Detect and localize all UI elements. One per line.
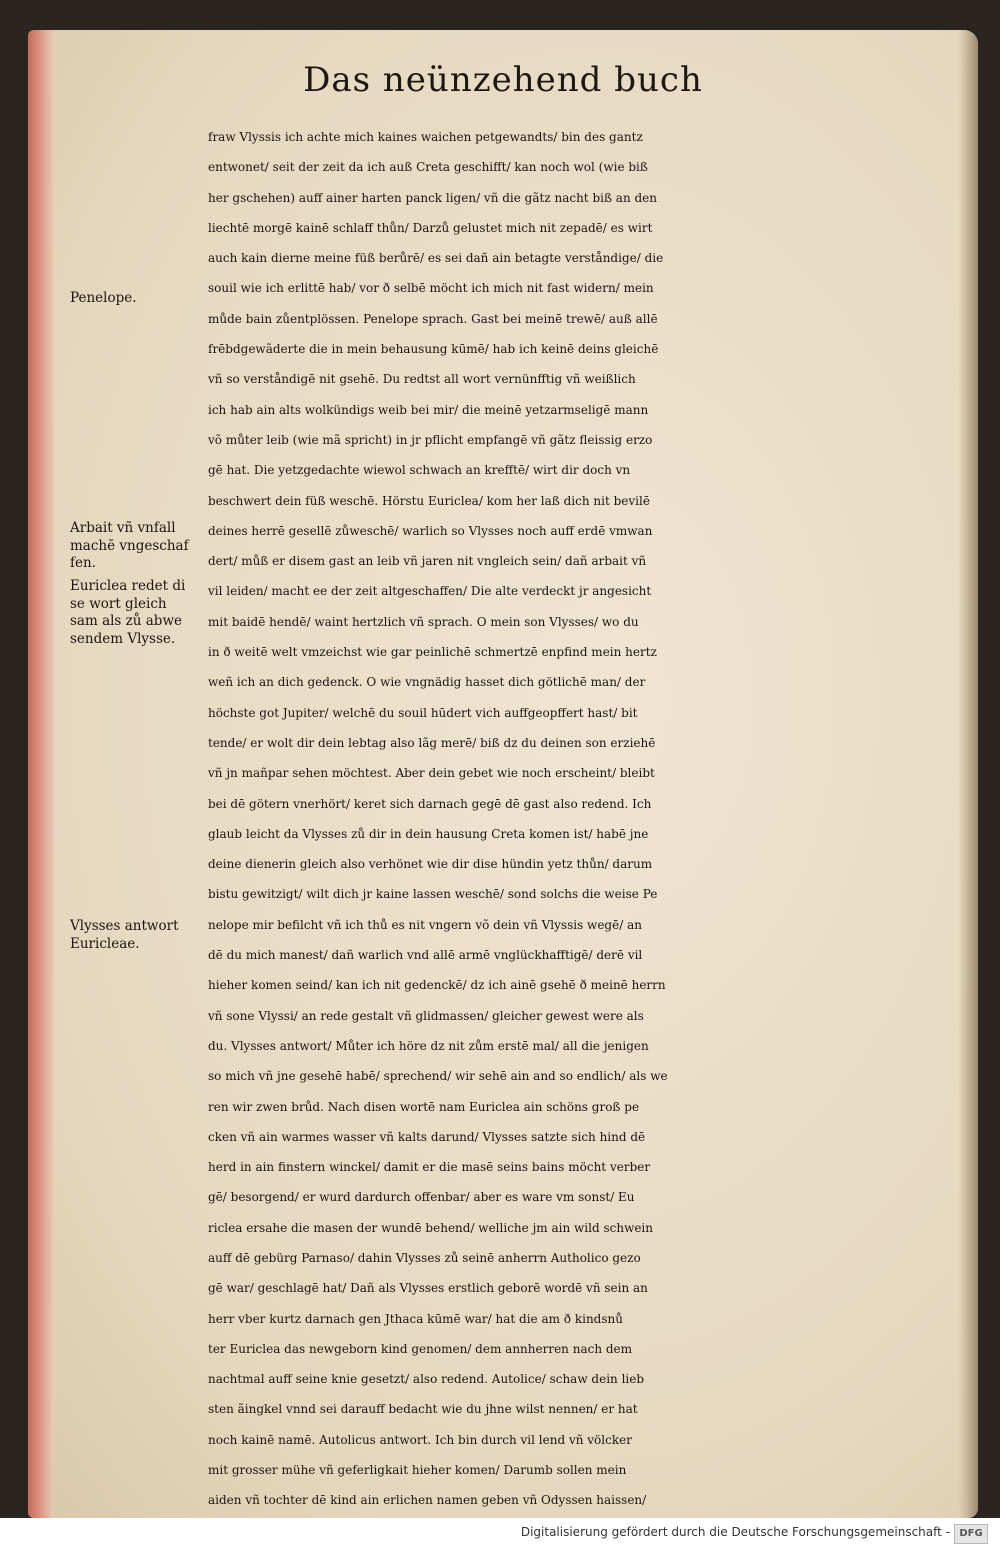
text-line: hieher komen seind/ kan ich nit gedenckē/ dz ich ainē gsehē ð meinē herrn — [208, 978, 666, 993]
text-line: beschwert dein füß weschē. Hörstu Euriclea/ kom her laß dich nit bevilē — [208, 493, 650, 508]
text-line: nachtmal auff seine knie gesetzt/ also redend. Autolice/ schaw dein lieb — [208, 1372, 645, 1387]
margin-note-line: sam als zů abwe — [70, 613, 182, 629]
margin-note-line: fen. — [70, 555, 96, 571]
text-line: entwonet/ seit der zeit da ich auß Creta geschifft/ kan noch wol (wie biß — [208, 160, 648, 175]
text-line: bistu gewitzigt/ wilt dich jr kaine lassen weschē/ sond solchs die weise Pe — [208, 887, 658, 902]
margin-note-arbait — [70, 520, 220, 573]
text-line: herr vber kurtz darnach gen Jthaca kūmē war/ hat die am ð kindsnů — [208, 1311, 623, 1326]
margin-note-euriclea — [70, 578, 220, 648]
text-line: auch kain dierne meine füß berůrē/ es sei dañ ain betagte verståndige/ die — [208, 251, 664, 266]
text-line: dē du mich manest/ dañ warlich vnd allē armē vnglückhafftigē/ derē vil — [208, 948, 643, 963]
dfg-logo: DFG — [954, 1524, 988, 1544]
margin-note-line: Vlysses antwort — [70, 918, 179, 934]
footer-credit: Digitalisierung gefördert durch die Deutsche Forschungsgemeinschaft - — [520, 1525, 950, 1539]
text-line: vñ jn mañpar sehen möchtest. Aber dein gebet wie noch erscheint/ bleibt — [208, 766, 655, 781]
text-line: her gschehen) auff ainer harten panck ligen/ vñ die gãtz nacht biß an den — [208, 190, 658, 205]
margin-note-line: machē vngeschaf — [70, 537, 189, 554]
text-line: vñ sone Vlyssi/ an rede gestalt vñ glidmassen/ gleicher gewest were als — [208, 1008, 644, 1023]
running-header: Das neünzehend buch — [303, 60, 703, 100]
margin-note-line: Arbait vñ vnfall — [70, 520, 176, 536]
text-line: nelope mir befilcht vñ ich thů es nit vngern võ dein vñ Vlyssis wegē/ an — [208, 917, 642, 932]
text-line: gē hat. Die yetzgedachte wiewol schwach an krefftē/ wirt dir doch vn — [208, 463, 631, 478]
margin-note-line: sendem Vlysse. — [70, 630, 176, 647]
margin-note-line: Penelope. — [70, 290, 137, 306]
text-line: weñ ich an dich gedenck. O wie vngnädig hasset dich götlichē man/ der — [208, 675, 646, 690]
text-line: aiden vñ tochter dē kind ain erlichen namen geben vñ Odyssen haissen/ — [208, 1493, 647, 1508]
text-line: frēbdgewãderte die in mein behausung kūmē/ hab ich keinē deins gleichē — [208, 342, 659, 357]
text-line: ren wir zwen brůd. Nach disen wortē nam Euriclea ain schöns groß pe — [208, 1099, 640, 1114]
text-line: höchste got Jupiter/ welchē du souil hūdert vich auffgeopffert hast/ bit — [208, 705, 638, 720]
text-line: ich hab ain alts wolkündigs weib bei mir/ die meinē yetzarmseligē mann — [208, 402, 649, 417]
text-line: dert/ můß er disem gast an leib vñ jaren nit vngleich sein/ dañ arbait vñ — [208, 554, 647, 569]
text-line: fraw Vlyssis ich achte mich kaines waichen petgewandts/ bin des gantz — [208, 130, 643, 144]
margin-note-line: Euricleae. — [70, 935, 140, 952]
digitization-footer — [0, 1518, 1000, 1549]
text-line: glaub leicht da Vlysses zů dir in dein hausung Creta komen ist/ habē jne — [208, 826, 649, 841]
margin-note-penelope — [70, 290, 220, 308]
text-line: võ můter leib (wie mã spricht) in jr pflicht empfangē vñ gãtz fleissig erzo — [208, 432, 653, 447]
text-line: in ð weitē welt vmzeichst wie gar peinlichē schmertzē enpfind mein hertz — [208, 645, 657, 660]
text-line: cken vñ ain warmes wasser vñ kalts darund/ Vlysses satzte sich hind dē — [208, 1129, 646, 1144]
margin-note-line: se wort gleich — [70, 595, 167, 612]
text-line: souil wie ich erlittē hab/ vor ð selbē möcht ich mich nit fast widern/ mein — [208, 281, 654, 296]
text-line: gē/ besorgend/ er wurd dardurch offenbar/ aber es ware vm sonst/ Eu — [208, 1190, 635, 1205]
text-line: sten ãingkel vnnd sei darauff bedacht wie du jhne wilst nennen/ er hat — [208, 1402, 638, 1417]
red-page-edge — [28, 30, 54, 1518]
text-line: noch kainē namē. Autolicus antwort. Ich bin durch vil lend vñ völcker — [208, 1432, 632, 1447]
text-line: bei dē götern vnerhört/ keret sich darnach gegē dē gast also redend. Ich — [208, 796, 652, 811]
text-line: mit grosser mühe vñ geferligkait hieher komen/ Darumb sollen mein — [208, 1463, 627, 1478]
text-line: du. Vlysses antwort/ Můter ich höre dz nit zům erstē mal/ all die jenigen — [208, 1038, 649, 1053]
text-line: ter Euriclea das newgeborn kind genomen/ dem annherren nach dem — [208, 1341, 633, 1356]
margin-note-line: Euriclea redet di — [70, 578, 186, 594]
text-line: herd in ain finstern winckel/ damit er die masē seins bains möcht verber — [208, 1160, 651, 1175]
text-line: gē war/ geschlagē hat/ Dañ als Vlysses erstlich geborē wordē vñ sein an — [208, 1281, 648, 1296]
text-line: riclea ersahe die masen der wundē behend/ welliche jm ain wild schwein — [208, 1220, 654, 1235]
book-page — [28, 30, 978, 1518]
text-line: můde bain zůentplössen. Penelope sprach. Gast bei meinē trewē/ auß allē — [208, 311, 658, 326]
body-text — [208, 122, 970, 1518]
text-line: mit baidē hendē/ waint hertzlich vñ sprach. O mein son Vlysses/ wo du — [208, 614, 639, 629]
text-line: tende/ er wolt dir dein lebtag also lãg merē/ biß dz du deinen son erziehē — [208, 735, 656, 750]
text-line: deine dienerin gleich also verhönet wie dir dise hündin yetz thůn/ darum — [208, 857, 653, 872]
text-line: deines herrē gesellē zůweschē/ warlich so Vlysses noch auff erdē vmwan — [208, 523, 653, 538]
text-line: auff dē gebürg Parnaso/ dahin Vlysses zů seinē anherrn Autholico gezo — [208, 1250, 641, 1265]
text-line: so mich vñ jne gesehē habē/ sprechend/ wir sehē ain and so endlich/ als we — [208, 1069, 668, 1084]
margin-note-vlysses-antwort — [70, 918, 220, 953]
text-line: vil leiden/ macht ee der zeit altgeschaffen/ Die alte verdeckt jr angesicht — [208, 584, 652, 599]
text-line: vñ so verståndigē nit gsehē. Du redtst all wort vernünfftig vñ weißlich — [208, 372, 636, 387]
text-line: liechtē morgē kainē schlaff thůn/ Darzů gelustet mich nit zepadē/ es wirt — [208, 220, 653, 235]
